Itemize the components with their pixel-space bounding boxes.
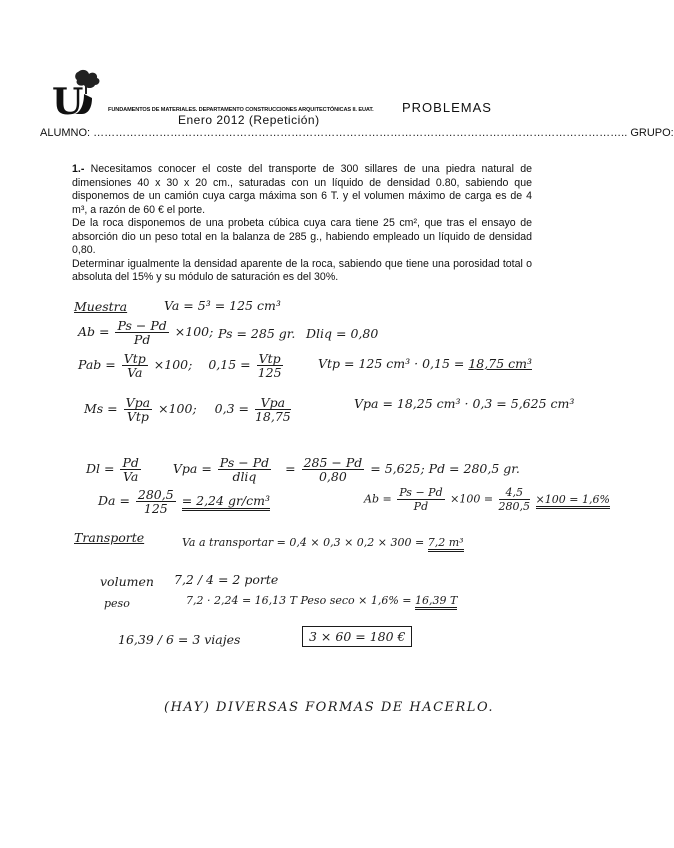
vpa3-tail: = 5,625; Pd = 280,5 gr.	[370, 461, 520, 476]
density-equation: Dl = $\frac{Pd}{Va}$ Vpa = $\frac{Ps - Pd}{\text{dliq}}$ = $\frac{285 - Pd}{0,80}$ = 5,625; Pd = 280,5 gr.	[86, 455, 520, 484]
dl-numerator: Pd	[122, 455, 139, 470]
ms-fraction-2	[255, 396, 291, 423]
ab-numerator: Ps − Pd	[117, 318, 167, 333]
vpa3-numerator: 285 − Pd	[303, 455, 363, 470]
dl-denominator: Va	[122, 469, 139, 484]
pab-fraction-2	[257, 352, 283, 379]
ab2-numerator-2: 4,5	[499, 486, 531, 500]
ms-value: 0,3 =	[214, 401, 249, 416]
ms-tail: ×100;	[158, 401, 197, 416]
logo-letter: U	[52, 81, 84, 123]
weight-label: peso	[104, 597, 130, 610]
ms-denominator-2: 18,75	[254, 409, 291, 424]
transport-volume-result: 7,2 m³	[428, 536, 464, 552]
porosity-equation	[78, 352, 285, 379]
ab2-denominator: Pd	[413, 500, 429, 513]
trips-equation: 16,39 / 6 = 3 viajes	[118, 632, 241, 647]
pab-value: 0,15 =	[208, 357, 251, 372]
dl-lhs: Dl =	[86, 461, 115, 476]
weight-text: 7,2 · 2,24 = 16,13 T Peso seco × 1,6% =	[186, 594, 412, 607]
pab-tail: ×100;	[153, 357, 193, 372]
transport-volume-text: Va a transportar = 0,4 × 0,3 × 0,2 × 300 =	[182, 536, 425, 549]
weight-equation	[186, 594, 457, 607]
ms-numerator-2: Vpa	[255, 396, 291, 410]
vpa-equation: Vpa = 18,25 cm³ · 0,3 = 5,625 cm³	[354, 396, 575, 411]
vpa2-fraction	[218, 456, 271, 483]
vpa2-lhs: Vpa =	[172, 461, 212, 476]
vpa3-fraction	[302, 456, 365, 483]
ab-fraction	[115, 319, 168, 346]
department-name: FUNDAMENTOS DE MATERIALES. DEPARTAMENTO CONSTRUCCIONES ARQUITECTÓNICAS II. EUAT.	[108, 107, 374, 113]
ab2-fraction-2	[499, 486, 531, 513]
ms-denominator: Vtp	[126, 409, 149, 424]
statement-paragraph-2: De la roca disponemos de una probeta cúbica cuya cara tiene 25 cm², que tras el ensayo de absorción dio un peso total en la balanza de 285 g., habiendo empleado un líquido de densidad 0,80.	[72, 217, 532, 256]
ab-lhs: Ab =	[78, 324, 110, 339]
ab-tail: ×100;	[174, 324, 214, 339]
dl-fraction	[120, 456, 140, 483]
volume-label: volumen	[100, 574, 154, 589]
pab-denominator-2: 125	[257, 365, 282, 380]
problem-number: 1.-	[72, 163, 85, 175]
ms-lhs: Ms =	[84, 401, 118, 416]
muestra-equation: Va = 5³ = 125 cm³	[164, 298, 281, 313]
absorption-equation	[78, 319, 213, 346]
vpa2-denominator: dliq	[232, 469, 257, 484]
ab2-denominator-2: 280,5	[498, 500, 531, 513]
ab2-lhs: Ab =	[364, 492, 392, 506]
university-logo-icon	[48, 68, 104, 123]
absorption-result-equation	[364, 486, 610, 513]
student-line: ALUMNO: ……………………………………………………………………………………………………………………………….. GRUPO:	[40, 127, 674, 139]
dry-weight-equation: Ps = 285 gr.	[218, 326, 296, 341]
pab-fraction	[122, 352, 148, 379]
da-result: = 2,24 gr/cm³	[182, 493, 270, 511]
da-denominator: 125	[143, 501, 168, 516]
liquid-density-equation: Dliq = 0,80	[306, 326, 379, 341]
statement-paragraph-1	[72, 163, 532, 217]
ab-denominator: Pd	[133, 332, 151, 347]
saturation-equation	[84, 396, 293, 423]
vpa3-denominator: 0,80	[318, 469, 347, 484]
pab-numerator-2: Vtp	[258, 351, 281, 366]
vtp-result: 18,75 cm³	[468, 356, 532, 371]
vpa2-numerator: Ps − Pd	[219, 455, 270, 470]
statement-text-1: Necesitamos conocer el coste del transporte de 300 sillares de una piedra natural de dimensiones 40 x 30 x 20 cm., saturadas con un líquido de densidad 0.80, sabiendo que disponemos de un camión cuya carga máxima son 6 T. y el volumen máximo de carga es de 4 m³, a razón de 60 € el porte.	[72, 163, 532, 216]
volume-trips-equation: 7,2 / 4 = 2 porte	[174, 572, 279, 587]
statement-paragraph-3: Determinar igualmente la densidad aparente de la roca, sabiendo que tiene una porosidad total o absoluta del 15% y su módulo de saturación es del 30%.	[72, 257, 532, 283]
exam-date: Enero 2012 (Repetición)	[178, 113, 320, 127]
da-fraction	[136, 488, 176, 515]
total-cost-box: 3 × 60 = 180 €	[302, 626, 412, 647]
apparent-density-equation	[98, 488, 270, 515]
ab2-result: ×100 = 1,6%	[536, 493, 610, 509]
ab2-mid: ×100 =	[450, 492, 494, 506]
pab-numerator: Vtp	[123, 351, 146, 366]
transporte-label: Transporte	[74, 530, 145, 545]
muestra-label: Muestra	[74, 299, 128, 314]
final-note: (HAY) DIVERSAS FORMAS DE HACERLO.	[164, 700, 494, 715]
vtp-equation	[318, 356, 532, 371]
vtp-text: Vtp = 125 cm³ · 0,15 =	[318, 356, 465, 371]
ab2-numerator: Ps − Pd	[399, 486, 443, 499]
pab-lhs: Pab =	[78, 357, 116, 372]
section-title: PROBLEMAS	[402, 100, 492, 115]
problem-statement	[72, 163, 532, 285]
ms-fraction	[124, 396, 152, 423]
da-lhs: Da =	[98, 493, 130, 508]
ab2-fraction	[397, 486, 444, 513]
pab-denominator: Va	[127, 365, 143, 380]
weight-result: 16,39 T	[415, 594, 457, 610]
ms-numerator: Vpa	[125, 395, 151, 410]
da-numerator: 280,5	[137, 487, 174, 502]
transport-volume-equation	[182, 536, 464, 549]
